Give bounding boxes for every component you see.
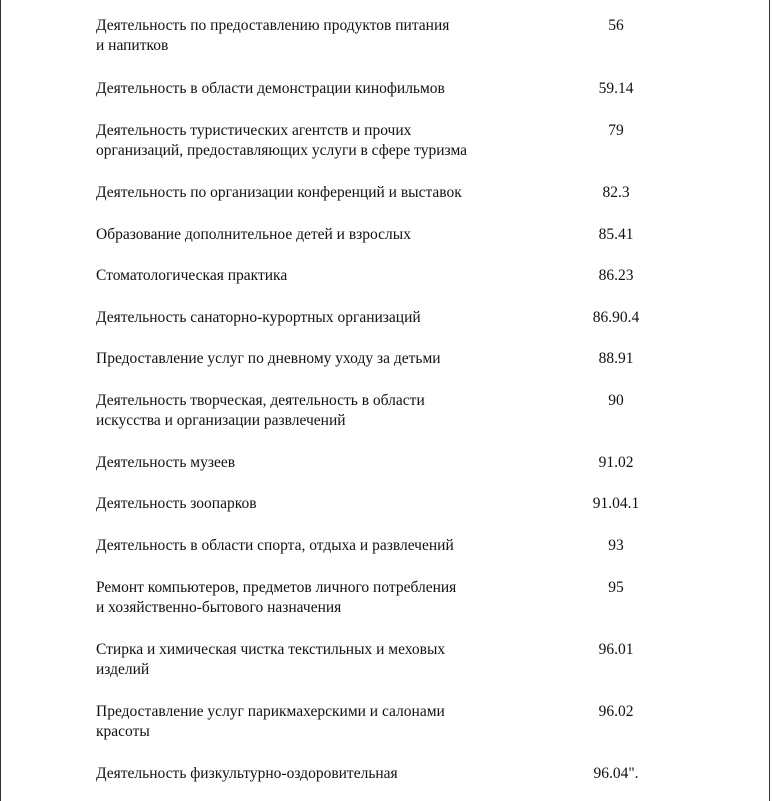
activity-code: 95 bbox=[608, 579, 624, 596]
activity-name-line-2: искусства и организации развлечений bbox=[96, 412, 346, 429]
activity-name-line-1: Деятельность по предоставлению продуктов питания bbox=[96, 17, 450, 34]
activity-name-line-1: Деятельность туристических агентств и прочих bbox=[96, 122, 412, 139]
activity-name bbox=[96, 578, 556, 618]
activity-code: 93 bbox=[608, 537, 624, 554]
activity-name bbox=[96, 349, 556, 369]
activity-name-line-1: Деятельность в области демонстрации кинофильмов bbox=[96, 80, 445, 97]
activity-name-line-2: организаций, предоставляющих услуги в сфере туризма bbox=[96, 142, 468, 159]
activity-name bbox=[96, 536, 556, 556]
activity-name bbox=[96, 266, 556, 286]
activity-name-line-2: и хозяйственно-бытового назначения bbox=[96, 599, 342, 616]
activity-name-line-2: и напитков bbox=[96, 37, 169, 54]
activity-name-line-1: Деятельность в области спорта, отдыха и развлечений bbox=[96, 537, 454, 554]
activity-name bbox=[96, 79, 556, 99]
activity-name-line-1: Предоставление услуг по дневному уходу за детьми bbox=[96, 350, 441, 367]
activity-name-line-1: Стирка и химическая чистка текстильных и меховых bbox=[96, 641, 446, 658]
activity-code: 90 bbox=[608, 392, 624, 409]
activity-code: 56 bbox=[608, 17, 624, 34]
activity-name bbox=[96, 308, 556, 328]
activity-name bbox=[96, 764, 556, 784]
activity-name-line-2: красоты bbox=[96, 723, 150, 740]
activity-code: 59.14 bbox=[598, 80, 634, 97]
activity-name bbox=[96, 702, 556, 742]
activity-code: 86.23 bbox=[598, 267, 634, 284]
activity-name bbox=[96, 494, 556, 514]
activity-code: 96.01 bbox=[598, 641, 634, 658]
activity-name bbox=[96, 16, 556, 56]
activity-name-line-1: Стоматологическая практика bbox=[96, 267, 288, 284]
activity-name-line-1: Деятельность физкультурно-оздоровительная bbox=[96, 765, 398, 782]
activity-name-line-1: Предоставление услуг парикмахерскими и салонами bbox=[96, 703, 445, 720]
activity-code: 91.04.1 bbox=[592, 495, 640, 512]
activity-code: 88.91 bbox=[598, 350, 634, 367]
activity-code: 91.02 bbox=[598, 454, 634, 471]
activity-name-line-1: Деятельность музеев bbox=[96, 454, 236, 471]
activity-name-line-1: Образование дополнительное детей и взрослых bbox=[96, 226, 411, 243]
activity-code: 96.04". bbox=[593, 765, 639, 782]
activity-code: 85.41 bbox=[598, 226, 634, 243]
activity-name bbox=[96, 225, 556, 245]
activity-name-line-1: Деятельность творческая, деятельность в области bbox=[96, 392, 425, 409]
activity-code: 86.90.4 bbox=[592, 309, 640, 326]
activity-code: 82.3 bbox=[602, 184, 630, 201]
activity-name-line-1: Деятельность зоопарков bbox=[96, 495, 257, 512]
activity-name-line-1: Деятельность по организации конференций и выставок bbox=[96, 184, 462, 201]
activity-name-line-1: Ремонт компьютеров, предметов личного потребления bbox=[96, 579, 457, 596]
activity-name bbox=[96, 183, 556, 203]
activity-name-line-2: изделий bbox=[96, 661, 150, 678]
activity-name bbox=[96, 121, 556, 161]
activity-name-line-1: Деятельность санаторно-курортных организаций bbox=[96, 309, 421, 326]
activity-code: 96.02 bbox=[598, 703, 634, 720]
activity-code: 79 bbox=[608, 122, 624, 139]
activity-name bbox=[96, 640, 556, 680]
activity-name bbox=[96, 453, 556, 473]
activity-name bbox=[96, 391, 556, 431]
